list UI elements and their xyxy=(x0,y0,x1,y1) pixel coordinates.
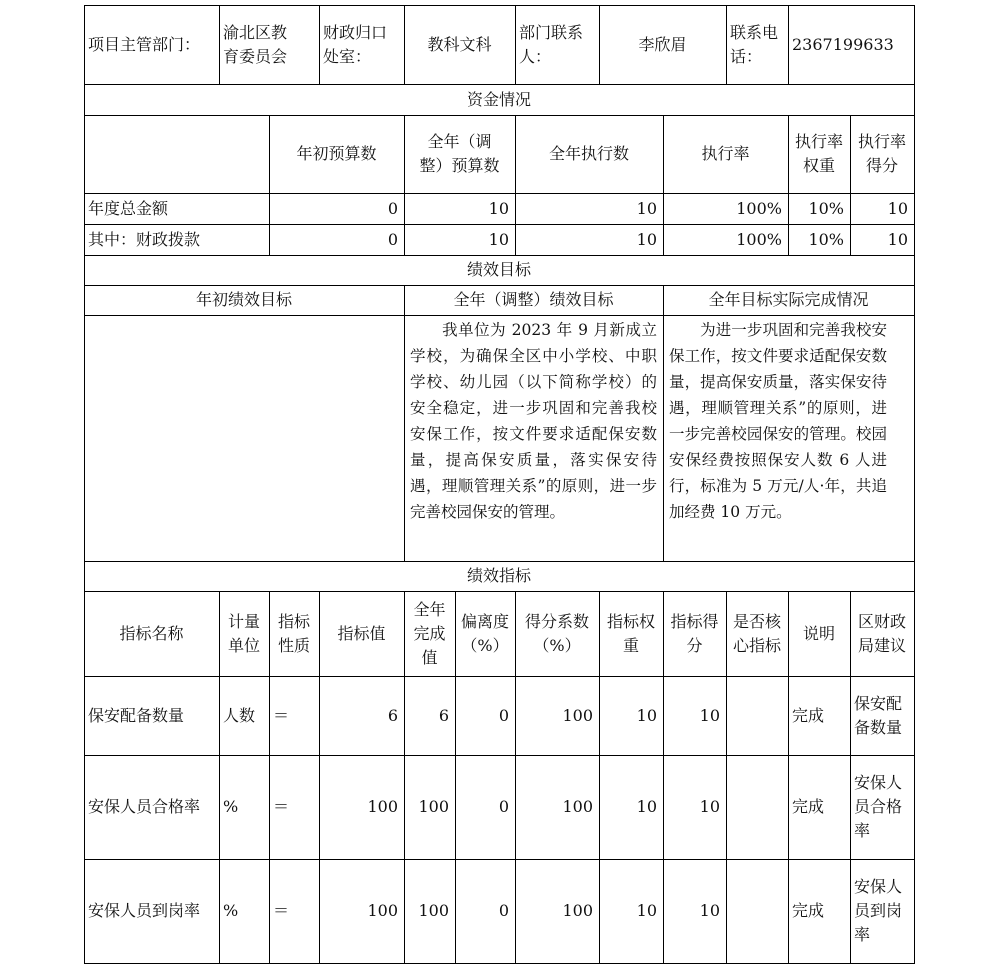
grid-line xyxy=(663,285,664,561)
grid-line xyxy=(84,963,915,964)
funds-col-header: 全年执行数 xyxy=(548,144,629,163)
indicator-deviation: 0 xyxy=(498,901,509,920)
indicator-target: 100 xyxy=(367,901,398,920)
grid-line xyxy=(84,5,915,6)
indicator-col-header: 是否核 心指标 xyxy=(732,611,781,655)
goals-initial-text xyxy=(84,315,404,561)
goals-col-actual: 全年目标实际完成情况 xyxy=(708,290,869,309)
grid-line xyxy=(319,5,320,84)
grid-line xyxy=(788,5,789,84)
indicator-unit: % xyxy=(223,901,239,920)
indicator-nature: ＝ xyxy=(273,901,290,920)
funds-row-label: 其中：财政拨款 xyxy=(88,229,201,249)
indicator-note: 完成 xyxy=(792,901,825,920)
grid-line xyxy=(84,285,915,286)
grid-line xyxy=(515,115,516,255)
finance-label: 财政归口 处室： xyxy=(323,23,388,66)
indicator-name: 安保人员合格率 xyxy=(88,797,201,816)
funds-cell: 10% xyxy=(808,229,844,249)
funds-col-header: 执行率 得分 xyxy=(857,132,906,175)
indicator-note: 完成 xyxy=(792,705,825,725)
grid-line xyxy=(84,193,915,194)
indicator-col-header: 指标值 xyxy=(337,623,386,643)
indicator-deviation: 0 xyxy=(498,705,509,725)
grid-line xyxy=(663,591,664,964)
goals-col-initial: 年初绩效目标 xyxy=(195,290,292,309)
grid-line xyxy=(599,591,600,964)
indicator-weight: 10 xyxy=(636,797,657,816)
grid-line xyxy=(663,115,664,255)
grid-line xyxy=(455,591,456,964)
indicator-col-header: 指标得 分 xyxy=(670,611,719,655)
funds-cell: 10 xyxy=(488,229,509,249)
indicator-score: 10 xyxy=(699,705,720,725)
indicator-target: 6 xyxy=(387,705,398,725)
indicator-col-header: 说明 xyxy=(802,623,835,643)
grid-line xyxy=(404,285,405,561)
grid-line xyxy=(515,5,516,84)
indicator-unit: 人数 xyxy=(223,705,256,725)
grid-line xyxy=(599,5,600,84)
funds-cell: 0 xyxy=(387,198,398,218)
funds-cell: 10 xyxy=(887,198,908,218)
goals-col-adjusted: 全年（调整）绩效目标 xyxy=(453,290,614,309)
indicator-unit: % xyxy=(223,797,239,816)
grid-line xyxy=(404,115,405,255)
funds-cell: 0 xyxy=(387,229,398,249)
indicator-col-header: 区财政 局建议 xyxy=(857,611,906,655)
indicator-core xyxy=(726,755,788,859)
indicator-target: 100 xyxy=(367,797,398,816)
dept-label: 项目主管部门： xyxy=(88,35,201,54)
indicator-col-header: 指标 性质 xyxy=(277,611,310,655)
grid-line xyxy=(515,591,516,964)
grid-line xyxy=(269,591,270,964)
indicator-advice: 保安配 备数量 xyxy=(854,693,903,737)
grid-line xyxy=(850,115,851,255)
grid-line xyxy=(788,591,789,964)
indicator-core xyxy=(726,859,788,963)
indicator-core xyxy=(726,676,788,755)
indicator-weight: 10 xyxy=(636,705,657,725)
grid-line xyxy=(84,315,915,316)
grid-line xyxy=(219,5,220,84)
funds-row-label: 年度总金额 xyxy=(88,198,169,218)
indicator-advice: 安保人 员合格 率 xyxy=(854,773,903,840)
funds-col-header: 执行率 xyxy=(701,144,750,163)
grid-line xyxy=(84,859,915,860)
indicator-col-header: 指标权 重 xyxy=(606,611,655,655)
goals-adjusted-text: 我单位为 2023 年 9 月新成立学校，为确保全区中小学校、中职学校、幼儿园（以下简称学校）的安全稳定，进一步巩固和完善我校安保工作，按文件要求适配保安数量，提高保安质量，落实保安待遇，理顺管理关系”的原则，进一步完善校园保安的管理。 xyxy=(410,321,657,521)
indicator-actual: 100 xyxy=(418,901,449,920)
grid-line xyxy=(84,224,915,225)
funds-cell: 10% xyxy=(808,198,844,218)
phone-value: 2367199633 xyxy=(792,35,894,54)
grid-line xyxy=(84,676,915,677)
indicator-coef: 100 xyxy=(562,901,593,920)
grid-line xyxy=(84,84,915,85)
phone-label: 联系电 话： xyxy=(730,23,779,66)
grid-line xyxy=(319,591,320,964)
funds-col-header: 年初预算数 xyxy=(296,144,377,163)
indicator-score: 10 xyxy=(699,797,720,816)
indicator-coef: 100 xyxy=(562,705,593,725)
indicators-section-title: 绩效指标 xyxy=(466,566,531,585)
indicator-name: 保安配备数量 xyxy=(88,705,185,725)
indicator-name: 安保人员到岗率 xyxy=(88,901,201,920)
indicator-col-header: 得分系数 （%） xyxy=(524,611,589,655)
grid-line xyxy=(84,255,915,256)
grid-line xyxy=(914,5,915,964)
indicator-coef: 100 xyxy=(562,797,593,816)
funds-cell: 100% xyxy=(736,198,782,218)
funds-cell: 10 xyxy=(488,198,509,218)
contact-value: 李欣眉 xyxy=(638,35,687,54)
finance-value: 教科文科 xyxy=(427,35,492,54)
funds-cell: 10 xyxy=(887,229,908,249)
indicator-col-header: 计量 单位 xyxy=(227,611,260,655)
grid-line xyxy=(84,115,915,116)
indicator-score: 10 xyxy=(699,901,720,920)
indicator-note: 完成 xyxy=(792,797,825,816)
goals-actual-text: 为进一步巩固和完善我校安保工作，按文件要求适配保安数量，提高保安质量，落实保安待遇，理顺管理关系”的原则，进一步完善校园保安的管理。校园安保经费按照保安人数 6 人进行，标准为 5 万元/人·年，共追加经费 10 万元。 xyxy=(669,321,887,521)
funds-col-header: 执行率 权重 xyxy=(794,132,843,175)
indicator-nature: ＝ xyxy=(273,797,290,816)
grid-line xyxy=(850,591,851,964)
goals-section-title: 绩效目标 xyxy=(466,260,531,279)
indicator-deviation: 0 xyxy=(498,797,509,816)
indicator-advice: 安保人 员到岗 率 xyxy=(854,877,903,944)
grid-line xyxy=(84,591,915,592)
indicator-col-header: 指标名称 xyxy=(119,623,184,643)
grid-line xyxy=(84,5,85,964)
grid-line xyxy=(404,5,405,84)
grid-line xyxy=(404,591,405,964)
indicator-col-header: 偏离度 （%） xyxy=(460,611,509,655)
funds-cell: 100% xyxy=(736,229,782,249)
indicator-actual: 100 xyxy=(418,797,449,816)
grid-line xyxy=(726,591,727,964)
grid-line xyxy=(84,561,915,562)
funds-cell: 10 xyxy=(636,229,657,249)
grid-line xyxy=(219,591,220,964)
grid-line xyxy=(788,115,789,255)
indicator-nature: ＝ xyxy=(273,705,290,725)
funds-cell: 10 xyxy=(636,198,657,218)
grid-line xyxy=(84,755,915,756)
grid-line xyxy=(726,5,727,84)
indicator-col-header: 全年 完成 值 xyxy=(413,599,446,667)
funds-section-title: 资金情况 xyxy=(466,89,531,109)
grid-line xyxy=(269,115,270,255)
funds-col-header: 全年（调 整）预算数 xyxy=(419,132,500,175)
indicator-weight: 10 xyxy=(636,901,657,920)
indicator-actual: 6 xyxy=(438,705,449,725)
contact-label: 部门联系 人： xyxy=(519,23,584,66)
dept-value: 渝北区教 育委员会 xyxy=(223,23,288,66)
